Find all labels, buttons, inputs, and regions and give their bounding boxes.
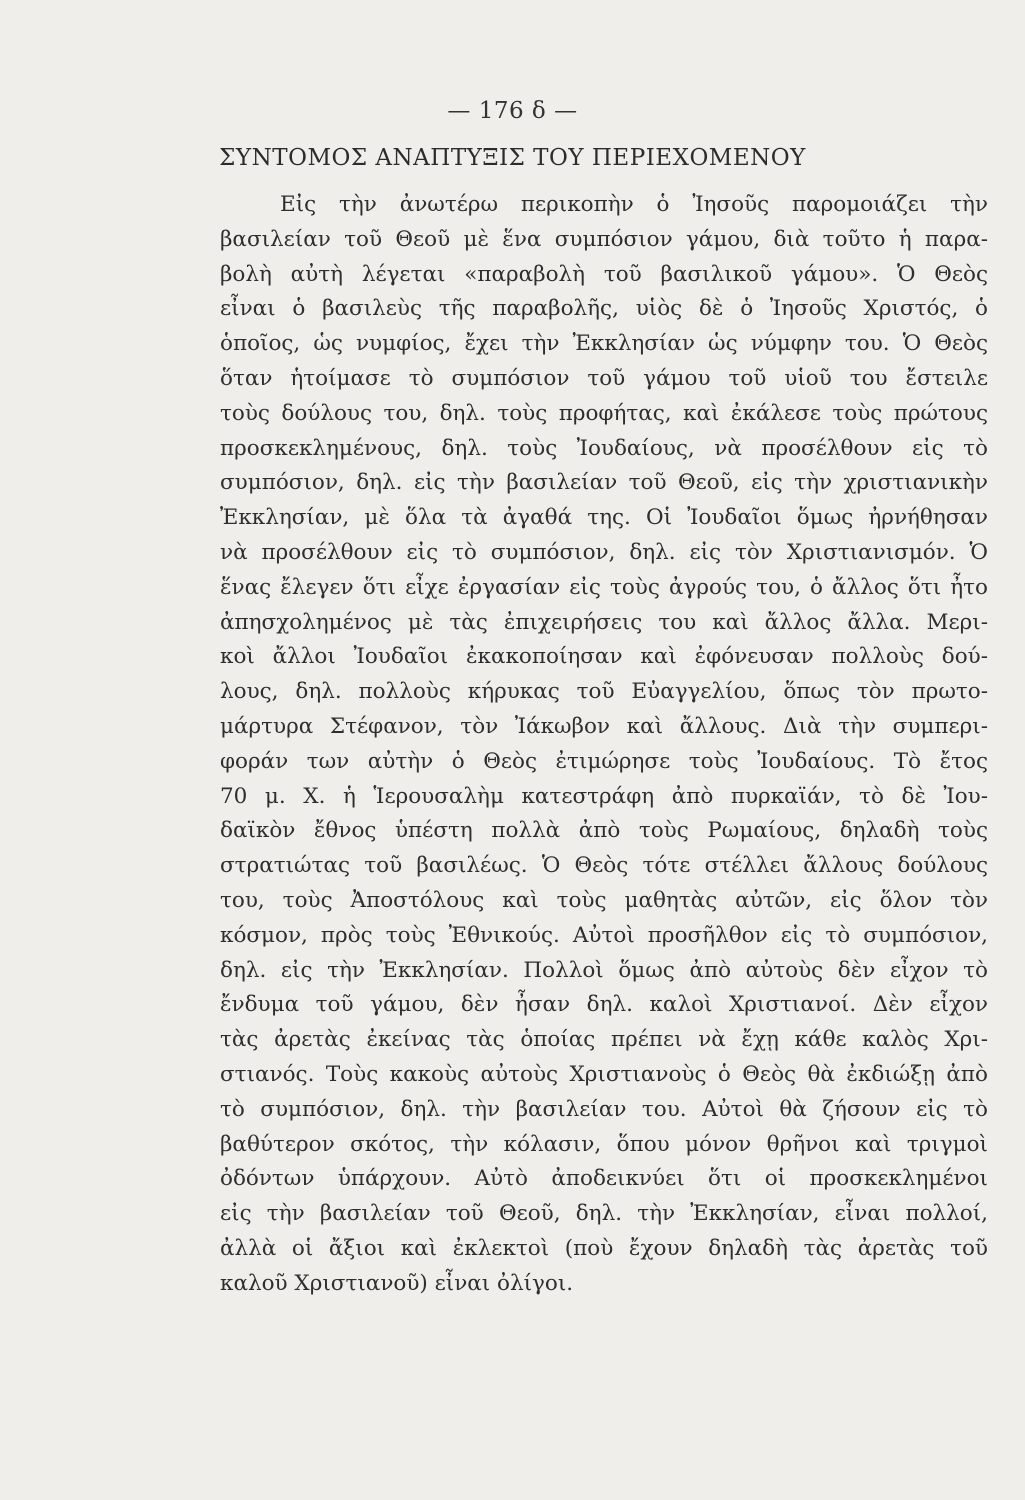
page-number: — 176 δ — (447, 98, 578, 124)
text-line: ἀλλὰ οἱ ἄξιοι καὶ ἐκλεκτοὶ (ποὺ ἔχουν δηλαδὴ τὰς ἀρετὰς τοῦ (220, 1235, 988, 1261)
section-title: ΣΥΝΤΟΜΟΣ ΑΝΑΠΤΥΞΙΣ ΤΟΥ ΠΕΡΙΕΧΟΜΕΝΟΥ (219, 145, 806, 171)
text-line: τοὺς δούλους του, δηλ. τοὺς προφήτας, καὶ ἐκάλεσε τοὺς πρώτους (220, 400, 988, 426)
text-line: δαϊκὸν ἔθνος ὑπέστη πολλὰ ἀπὸ τοὺς Ρωμαίους, δηλαδὴ τοὺς (220, 818, 988, 844)
text-line: Ἐκκλησίαν, μὲ ὅλα τὰ ἀγαθά της. Οἱ Ἰουδαῖοι ὅμως ἠρνήθησαν (220, 505, 988, 531)
text-line: ἔνδυμα τοῦ γάμου, δὲν ἦσαν δηλ. καλοὶ Χριστιανοί. Δὲν εἶχον (220, 992, 988, 1018)
text-line: εἰς τὴν βασιλείαν τοῦ Θεοῦ, δηλ. τὴν Ἐκκλησίαν, εἶναι πολλοί, (220, 1201, 988, 1227)
text-line: ὀδόντων ὑπάρχουν. Αὐτὸ ἀποδεικνύει ὅτι οἱ προσκεκλημένοι (220, 1166, 988, 1192)
text-line: βολὴ αὐτὴ λέγεται «παραβολὴ τοῦ βασιλικοῦ γάμου». Ὁ Θεὸς (220, 261, 988, 287)
text-line: στρατιώτας τοῦ βασιλέως. Ὁ Θεὸς τότε στέλλει ἄλλους δούλους (220, 853, 988, 879)
text-line: ὅταν ἡτοίμασε τὸ συμπόσιον τοῦ γάμου τοῦ υἱοῦ του ἔστειλε (220, 365, 988, 391)
text-line: προσκεκλημένους, δηλ. τοὺς Ἰουδαίους, νὰ προσέλθουν εἰς τὸ (220, 435, 988, 461)
text-line: ὁποῖος, ὡς νυμφίος, ἔχει τὴν Ἐκκλησίαν ὡς νύμφην του. Ὁ Θεὸς (220, 331, 988, 357)
text-line: ἀπησχολημένος μὲ τὰς ἐπιχειρήσεις του καὶ ἄλλος ἄλλα. Μερι- (220, 609, 988, 635)
text-line: μάρτυρα Στέφανον, τὸν Ἰάκωβον καὶ ἄλλους. Διὰ τὴν συμπερι- (220, 713, 988, 739)
text-line: τὸ συμπόσιον, δηλ. τὴν βασιλείαν του. Αὐτοὶ θὰ ζήσουν εἰς τὸ (220, 1096, 988, 1122)
text-line: καλοῦ Χριστιανοῦ) εἶναι ὀλίγοι. (220, 1270, 574, 1296)
text-line: δηλ. εἰς τὴν Ἐκκλησίαν. Πολλοὶ ὅμως ἀπὸ αὐτοὺς δὲν εἶχον τὸ (220, 957, 988, 983)
text-line: ἕνας ἔλεγεν ὅτι εἶχε ἐργασίαν εἰς τοὺς ἀγρούς του, ὁ ἄλλος ὅτι ἦτο (220, 574, 988, 600)
text-line: λους, δηλ. πολλοὺς κήρυκας τοῦ Εὐαγγελίου, ὅπως τὸν πρωτο- (220, 679, 988, 705)
text-line: βαθύτερον σκότος, τὴν κόλασιν, ὅπου μόνον θρῆνοι καὶ τριγμοὶ (220, 1131, 988, 1157)
text-line: στιανός. Τοὺς κακοὺς αὐτοὺς Χριστιανοὺς ὁ Θεὸς θὰ ἐκδιώξῃ ἀπὸ (220, 1061, 988, 1087)
text-line: 70 μ. Χ. ἡ Ἱερουσαλὴμ κατεστράφη ἀπὸ πυρκαϊάν, τὸ δὲ Ἰου- (220, 783, 988, 809)
text-line: Εἰς τὴν ἀνωτέρω περικοπὴν ὁ Ἰησοῦς παρομοιάζει τὴν (280, 192, 988, 217)
text-line: νὰ προσέλθουν εἰς τὸ συμπόσιον, δηλ. εἰς τὸν Χριστιανισμόν. Ὁ (220, 539, 988, 565)
text-line: τὰς ἀρετὰς ἐκείνας τὰς ὁποίας πρέπει νὰ ἔχῃ κάθε καλὸς Χρι- (220, 1027, 988, 1053)
text-line: κοὶ ἄλλοι Ἰουδαῖοι ἐκακοποίησαν καὶ ἐφόνευσαν πολλοὺς δού- (220, 644, 988, 670)
text-line: κόσμον, πρὸς τοὺς Ἐθνικούς. Αὐτοὶ προσῆλθον εἰς τὸ συμπόσιον, (220, 922, 988, 948)
body-paragraph (220, 188, 988, 1302)
text-line: του, τοὺς Ἀποστόλους καὶ τοὺς μαθητὰς αὐτῶν, εἰς ὅλον τὸν (220, 887, 988, 913)
text-line: εἶναι ὁ βασιλεὺς τῆς παραβολῆς, υἱὸς δὲ ὁ Ἰησοῦς Χριστός, ὁ (220, 296, 988, 322)
text-line: φοράν των αὐτὴν ὁ Θεὸς ἐτιμώρησε τοὺς Ἰουδαίους. Τὸ ἔτος (220, 748, 988, 774)
text-line: βασιλείαν τοῦ Θεοῦ μὲ ἕνα συμπόσιον γάμου, διὰ τοῦτο ἡ παρα- (220, 226, 988, 252)
text-line: συμπόσιον, δηλ. εἰς τὴν βασιλείαν τοῦ Θεοῦ, εἰς τὴν χριστιανικὴν (220, 470, 988, 496)
